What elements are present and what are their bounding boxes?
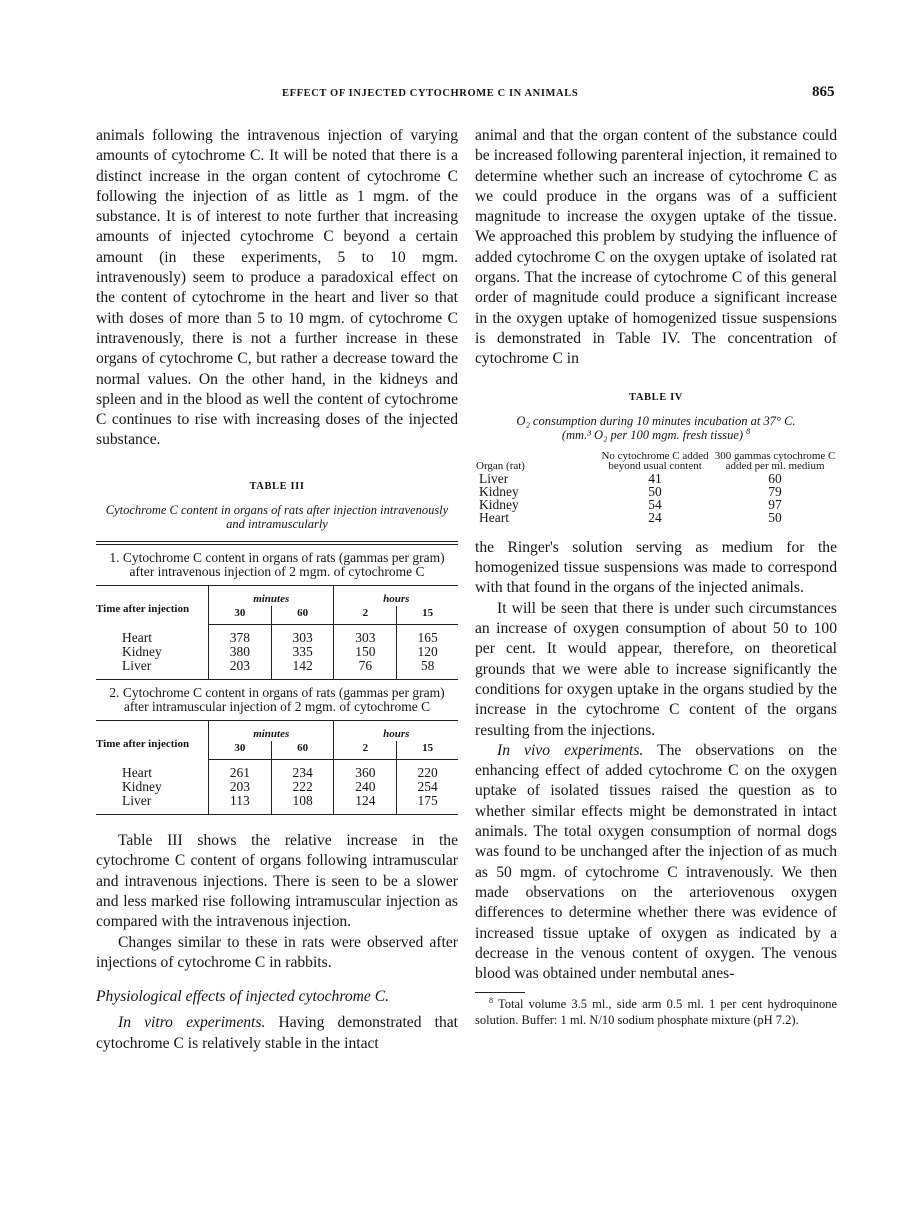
cell: 97 [768, 496, 782, 512]
caption-text: (mm.³ O₂ per 100 mgm. fresh tissue) [561, 427, 744, 442]
row-label: Kidney [96, 645, 209, 659]
column-header: 60 [271, 741, 334, 760]
column-group-minutes: minutes [209, 586, 334, 607]
row-label: Heart [479, 509, 509, 525]
table-row [96, 760, 458, 781]
cell: 50 [768, 509, 782, 525]
cell: 240 [334, 780, 397, 794]
table-3-caption: Cytochrome C content in organs of rats after injection intravenously and intramuscularly [105, 503, 449, 532]
body-paragraph: Changes similar to these in rats were observed after injections of cytochrome C in rabbits. [96, 933, 458, 971]
table-row [475, 485, 837, 498]
cell: 124 [334, 794, 397, 815]
cell: 120 [417, 644, 438, 660]
column-group-hours: hours [383, 728, 410, 741]
column-header: 30 [209, 606, 272, 625]
cell: 60 [768, 470, 782, 486]
cell: 360 [334, 760, 397, 781]
table-3-part-1-caption: 1. Cytochrome C content in organs of rats (gammas per gram) after intravenous injection of 2 mgm. of cytochrome C [109, 550, 445, 580]
row-label: Kidney [96, 780, 209, 794]
running-head: EFFECT OF INJECTED CYTOCHROME C IN ANIMALS [282, 88, 579, 99]
column-group-minutes: minutes [209, 721, 334, 742]
column-header-time: Time after injection [96, 721, 209, 760]
row-label: Kidney [479, 483, 519, 499]
cell: 24 [648, 509, 662, 525]
table-3-label: TABLE III [249, 480, 305, 492]
column-header: 15 [397, 741, 458, 760]
footnote-rule [475, 992, 525, 993]
column-header-300-gammas: 300 gammas cytochrome C added per ml. medium [714, 449, 836, 472]
cell: 113 [209, 794, 272, 815]
table-row [96, 625, 458, 646]
body-paragraph: the Ringer's solution serving as medium for the homogenized tissue suspensions was made to correspond with that found in the organs of the injected animals. [475, 538, 837, 597]
paragraph-text: The observations on the enhancing effect of added cytochrome C on the oxygen uptake of isolated tissues raised the question as to whether similar effects might be demonstrated in intact animals. The total oxygen consumption of normal dogs was found to be unchanged after the injection of as much as 50 mgm. of cytochrome C intravenously. We then made observations on the arteriovenous oxygen differences to determine whether there was evidence of increased tissue uptake of oxygen as indicated by a decrease in the venous content of oxygen. The venous blood was obtained under nembutal anes- [475, 741, 837, 983]
page-number: 865 [812, 84, 835, 100]
table-row [475, 511, 837, 524]
body-paragraph [475, 741, 837, 985]
column-header: 15 [397, 606, 458, 625]
body-paragraph: It will be seen that there is under such circumstances an increase of oxygen consumption of about 50 to 100 per cent. It would appear, therefore, on theoretical grounds that we were able to increase significantly the conditions for oxygen uptake in the organs studied by the increase in the cytochrome C content of the organs resulting from the injections. [475, 599, 837, 739]
cell: 261 [209, 760, 272, 781]
column-header-no-cytochrome: No cytochrome C added beyond usual content [601, 449, 709, 472]
table-3-part-1 [96, 585, 458, 680]
cell: 150 [334, 645, 397, 659]
table-row [475, 472, 837, 485]
row-label: Liver [96, 659, 209, 680]
cell: 222 [271, 780, 334, 794]
row-label: Heart [96, 760, 209, 781]
right-column [475, 126, 837, 1028]
cell: 142 [271, 659, 334, 680]
cell: 220 [417, 765, 438, 781]
subsection-lead: In vitro experiments. [118, 1014, 266, 1032]
row-label: Heart [96, 625, 209, 646]
row-label: Liver [96, 794, 209, 815]
table-4-label: TABLE IV [629, 391, 683, 403]
cell: 380 [209, 645, 272, 659]
cell: 203 [209, 780, 272, 794]
paragraph-text: Having demonstrated that cytochrome C is relatively stable in the intact [96, 1014, 458, 1052]
footnote [475, 996, 837, 1028]
column-header-organ: Organ (rat) [476, 459, 525, 472]
table-row [96, 794, 458, 815]
left-column [96, 126, 458, 1054]
body-paragraph [96, 1013, 458, 1054]
body-paragraph: animal and that the organ content of the substance could be increased following parenteral injection, it remained to determine whether such an increase of cytochrome C as we could produce in the organs was of a sufficient magnitude to increase the oxygen uptake of the tissue. We approached this problem by studying the influence of added cytochrome C on the oxygen uptake of isolated rat organs. That the increase of cytochrome C of this general order of magnitude could produce a significant increase in the oxygen uptake of homogenized tissue suspensions is demonstrated in Table IV. The concentration of cytochrome C in [475, 127, 837, 368]
cell: 175 [397, 794, 458, 815]
footnote-text: Total volume 3.5 ml., side arm 0.5 ml. 1 per cent hydroquinone solution. Buffer: 1 ml. N/10 sodium phosphate mixture (pH 7.2). [475, 997, 837, 1028]
cell: 54 [648, 496, 662, 512]
table-row [475, 498, 837, 511]
body-paragraph: animals following the intravenous injection of varying amounts of cytochrome C. It will be noted that there is a distinct increase in the organ content of cytochrome C following the injection of as little as 1 mgm. of the substance. It is of interest to note further that increasing amounts of injected cytochrome C beyond a certain amount (in these experiments, 5 to 10 mgm. intravenously) seem to produce a paradoxical effect on the content of cytochrome in the heart and liver so that with doses of more than 5 to 10 mgm. of cytochrome C intravenously, there is not a further increase in these organs of cytochrome C, but rather a decrease toward the normal values. On the other hand, in the kidneys and spleen and in the blood as well the content of cytochrome C continues to rise with increasing doses of the injected substance. [96, 127, 458, 449]
cell: 79 [768, 483, 782, 499]
cell: 378 [209, 625, 272, 646]
cell: 254 [417, 779, 438, 795]
table-3-part-2-caption: 2. Cytochrome C content in organs of rats (gammas per gram) after intramuscular injection of 2 mgm. of cytochrome C [109, 685, 445, 715]
cell: 234 [271, 760, 334, 781]
cell: 203 [209, 659, 272, 680]
cell: 108 [271, 794, 334, 815]
row-label: Liver [479, 470, 509, 486]
table-3-part-2 [96, 720, 458, 815]
footnote-mark: 8 [746, 426, 751, 436]
cell: 303 [271, 625, 334, 646]
table-4-caption-line-2 [475, 428, 837, 442]
body-paragraph: Table III shows the relative increase in the cytochrome C content of organs following intramuscular and intravenous injections. There is seen to be a slower and less marked rise following intramuscular injection as compared with the intravenous injection. [96, 832, 458, 931]
cell: 165 [417, 630, 438, 646]
table-4 [475, 450, 837, 524]
row-label: Kidney [479, 496, 519, 512]
section-heading: Physiological effects of injected cytochrome C. [96, 988, 390, 1006]
subsection-lead: In vivo experiments. [497, 741, 644, 759]
cell: 76 [334, 659, 397, 680]
column-header: 2 [334, 741, 397, 760]
table-row [96, 780, 458, 794]
table-4-caption [475, 414, 837, 442]
footnote-mark: 8 [489, 996, 493, 1006]
column-header: 2 [334, 606, 397, 625]
column-header: 60 [271, 606, 334, 625]
cell: 50 [648, 483, 662, 499]
cell: 41 [648, 470, 662, 486]
table-row [96, 645, 458, 659]
column-header: 30 [209, 741, 272, 760]
cell: 335 [271, 645, 334, 659]
table-4-caption-line-1: O₂ consumption during 10 minutes incubation at 37° C. [516, 413, 796, 428]
column-header-time: Time after injection [96, 586, 209, 625]
cell: 58 [397, 659, 458, 680]
column-group-hours: hours [383, 593, 410, 606]
table-row [96, 659, 458, 680]
cell: 303 [334, 625, 397, 646]
